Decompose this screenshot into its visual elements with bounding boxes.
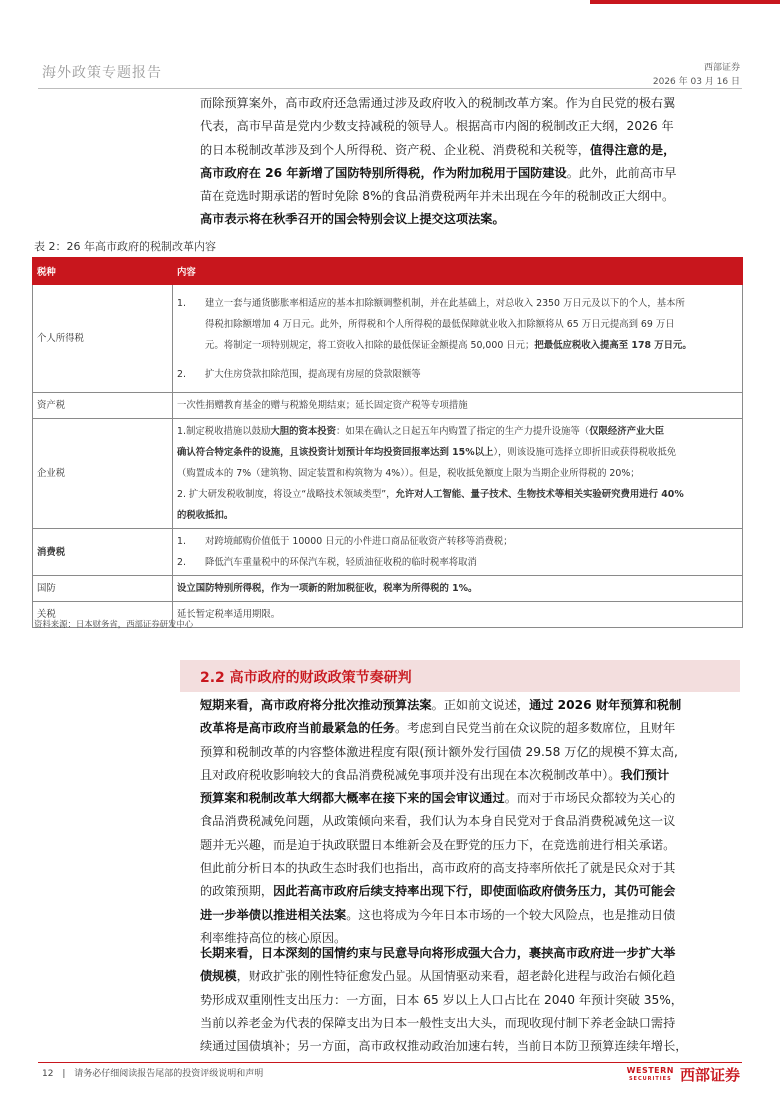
tax-content: 1. 建立一套与通货膨胀率相适应的基本扣除额调整机制，并在此基础上，对总收入 2350 万日元及以下的个人，基本所 得税扣除额增加 4 万日元。此外，所得税和个人所得税的最低保障就业收入扣除额将从 65 万日元提高到 69 万日 元。将制定一项特别规定，将工资收入扣除的最低保证金额提高 50,000 日元；把最低应税收入提高至 178 万日元。 2. 扩大住房贷款扣除范围，提高现有房屋的贷款限额等 xyxy=(173,285,743,393)
tax-category: 国防 xyxy=(33,576,173,602)
intro-paragraph xyxy=(200,92,740,232)
section-title: 2.2 高市政府的财政政策节奏研判 xyxy=(200,670,412,686)
footer-disclaimer: 请务必仔细阅读报告尾部的投资评级说明和声明 xyxy=(74,1069,264,1079)
header-date: 2026 年 03 月 16 日 xyxy=(652,77,740,87)
long-term-paragraph: 长期来看，日本深刻的国情约束与民意导向将形成强大合力，裹挟高市政府进一步扩大举 债规模，财政扩张的刚性特征愈发凸显。从国情驱动来看，超老龄化进程与政治右倾化趋 势形成双重刚性支出压力：一方面，日本 65 岁以上人口占比在 2040 年预计突破 35%， 当前以养老金为代表的保障支出为日本一般性支出大头，而现收现付制下养老金缺口需持 续通过国债填补；另一方面，高市政权推动政治加速右转，当前日本防卫预算连续年增长， xyxy=(200,946,688,1054)
company-logo xyxy=(627,1064,740,1085)
table-row xyxy=(33,419,743,529)
footer-text xyxy=(42,1066,263,1079)
tax-category: 个人所得税 xyxy=(33,285,173,393)
table-row xyxy=(33,285,743,393)
tax-category: 企业税 xyxy=(33,419,173,529)
table-title: 表 2：26 年高市政府的税制改革内容 xyxy=(34,240,216,253)
intro-line: 苗在竞选时期承诺的暂时免除 8%的食品消费税两年并未出现在今年的税制改正大纲中。 xyxy=(200,189,675,204)
tax-content: 1.制定税收措施以鼓励大胆的资本投资：如果在确认之日起五年内购置了指定的生产力提升设施等（仅限经济产业大臣 确认符合特定条件的设施，且该投资计划预计年均投资回报率达到 15%以上），则该设施可选择立即折旧或获得税收抵免 （购置成本的 7%（建筑物、固定装置和构筑物为 4%））。但是，税收抵免额度上限为当期企业所得税的 20%； 2. 扩大研发税收制度，将设立“战略技术领域类型”，允许对人工智能、量子技术、生物技术等相关实验研究费用进行 40% 的税收抵扣。 xyxy=(173,419,743,529)
tax-content: 延长暂定税率适用期限。 xyxy=(173,602,743,628)
intro-line: 代表，高市早苗是党内少数支持减税的领导人。根据高市内阁的税制改正大纲，2026 年 xyxy=(200,119,674,134)
intro-line: 高市政府在 26 年新增了国防特别所得税，作为附加税用于国防建设。此外，此前高市早 xyxy=(200,165,677,180)
intro-line: 高市表示将在秋季召开的国会特别会议上提交这项法案。 xyxy=(200,212,505,227)
tax-category: 关税 xyxy=(33,602,173,628)
tax-reform-table xyxy=(32,257,743,628)
footer-divider xyxy=(38,1062,742,1063)
tax-content: 一次性捐赠教育基金的赠与税豁免期结束；延长固定资产税等专项措施 xyxy=(173,393,743,419)
table-source: 资料来源：日本财务省，西部证券研发中心 xyxy=(34,619,194,629)
tax-content: 1. 对跨境邮购价值低于 10000 日元的小件进口商品征收资产转移等消费税； 2. 降低汽车重量税中的环保汽车税，轻质油征收税的临时税率将取消 xyxy=(173,529,743,576)
page-number: 12 xyxy=(42,1069,54,1079)
table-row xyxy=(33,393,743,419)
header-company: 西部证券 xyxy=(703,63,740,73)
table-row xyxy=(33,576,743,602)
tax-category: 消费税 xyxy=(33,529,173,576)
column-header-content: 内容 xyxy=(173,258,743,285)
column-header-tax-type: 税种 xyxy=(33,258,173,285)
footer-separator: | xyxy=(62,1069,66,1079)
tax-content: 设立国防特别所得税，作为一项新的附加税征收，税率为所得税的 1%。 xyxy=(173,576,743,602)
intro-line: 的日本税制改革涉及到个人所得税、资产税、企业税、消费税和关税等，值得注意的是， xyxy=(200,142,676,157)
report-type: 海外政策专题报告 xyxy=(42,65,162,81)
short-term-paragraph: 短期来看，高市政府将分批次推动预算法案。正如前文说述，通过 2026 财年预算和税制 改革将是高市政府当前最紧急的任务。考虑到自民党当前在众议院的超多数席位，且财年 预算和税制改革的内容整体激进程度有限(预计额外发行国债 29.58 万亿的规模不算太高, 且对政府税收影响较大的食品消费税减免事项并没有出现在本次税制改革中）。我们预计 预算案和税制改革大纲都大概率在接下来的国会审议通过。而对于市场民众都较为关心的 食品消费税减免问题，从政策倾向来看，我们认为本身自民党对于食品消费税减免这一议 题并无兴趣，而是迫于执政联盟日本维新会及在野党的压力下，在竞选前进行相关承诺。 但此前分析日本的执政生态时我们也指出，高市政府的高支持率所依托了就是民众对于其 的政策预期，因此若高市政府后续支持率出现下行，即使面临政府债务压力，其仍可能会 进一步举债以推进相关法案。这也将成为今年日本市场的一个较大风险点，也是推动日债 利率维持高位的核心原因。 xyxy=(200,698,682,945)
intro-line: 而除预算案外，高市政府还急需通过涉及政府收入的税制改革方案。作为自民党的极右翼 xyxy=(200,96,676,110)
header-divider xyxy=(38,88,742,89)
logo-english: WESTERN SECURITIES xyxy=(626,1065,674,1082)
top-accent-bar xyxy=(590,0,780,4)
table-header-row xyxy=(33,258,743,285)
logo-chinese: 西部证券 xyxy=(679,1066,740,1084)
table-row xyxy=(33,529,743,576)
tax-category: 资产税 xyxy=(33,393,173,419)
